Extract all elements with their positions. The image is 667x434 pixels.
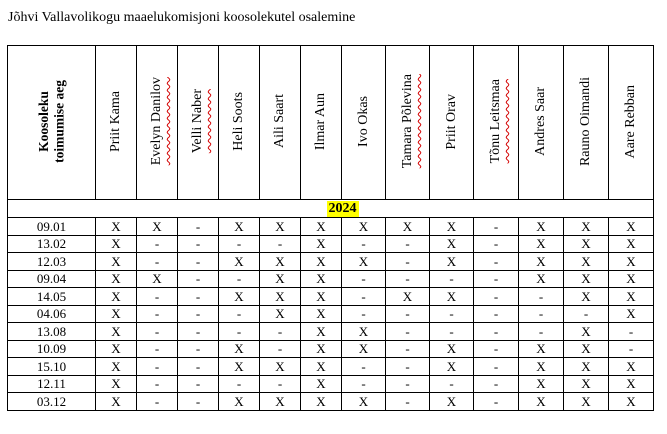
attendance-mark: X	[430, 358, 474, 376]
meeting-date-header-line2: toimumise aeg	[51, 80, 67, 163]
attendance-mark: X	[564, 218, 609, 236]
member-name: Priit Kama	[108, 90, 123, 153]
attendance-mark: X	[519, 253, 564, 271]
attendance-mark: X	[260, 288, 301, 306]
member-name: Priit Orav	[443, 93, 459, 150]
meeting-row	[8, 323, 654, 341]
meeting-date: 13.08	[8, 323, 96, 341]
attendance-mark: X	[609, 393, 654, 411]
attendance-mark: X	[342, 340, 386, 358]
member-name: Evelyn Danilov	[149, 77, 164, 166]
attendance-mark: -	[474, 375, 519, 393]
attendance-mark: X	[519, 270, 564, 288]
attendance-mark: -	[137, 288, 178, 306]
attendance-mark: X	[260, 218, 301, 236]
attendance-mark: X	[301, 253, 342, 271]
attendance-mark: -	[386, 235, 430, 253]
attendance-mark: -	[260, 323, 301, 341]
meeting-date: 03.12	[8, 393, 96, 411]
meeting-date: 09.01	[8, 218, 96, 236]
attendance-mark: -	[474, 253, 519, 271]
attendance-mark: X	[301, 235, 342, 253]
attendance-mark: X	[137, 270, 178, 288]
attendance-mark: X	[96, 393, 137, 411]
attendance-mark: X	[219, 288, 260, 306]
attendance-mark: X	[564, 340, 609, 358]
attendance-mark: -	[178, 323, 219, 341]
attendance-mark: X	[519, 235, 564, 253]
attendance-mark: X	[301, 270, 342, 288]
attendance-mark: -	[564, 305, 609, 323]
attendance-mark: X	[96, 305, 137, 323]
attendance-mark: -	[474, 340, 519, 358]
attendance-mark: X	[342, 393, 386, 411]
attendance-mark: X	[342, 323, 386, 341]
meeting-date: 04.06	[8, 305, 96, 323]
member-header	[609, 46, 654, 200]
attendance-mark: X	[609, 218, 654, 236]
attendance-mark: X	[301, 358, 342, 376]
attendance-mark: X	[519, 393, 564, 411]
attendance-mark: -	[137, 253, 178, 271]
attendance-mark: X	[609, 375, 654, 393]
attendance-mark: X	[564, 270, 609, 288]
attendance-mark: -	[342, 358, 386, 376]
attendance-mark: -	[474, 218, 519, 236]
attendance-mark: X	[301, 393, 342, 411]
attendance-mark: -	[430, 270, 474, 288]
attendance-mark: X	[430, 340, 474, 358]
member-name: Tamara Põlevina	[399, 74, 415, 169]
meeting-date: 14.05	[8, 288, 96, 306]
attendance-mark: X	[564, 358, 609, 376]
attendance-mark: X	[430, 288, 474, 306]
attendance-mark: X	[609, 253, 654, 271]
member-header	[564, 46, 609, 200]
meeting-date: 12.11	[8, 375, 96, 393]
attendance-mark: X	[137, 218, 178, 236]
attendance-mark: X	[96, 358, 137, 376]
attendance-mark: X	[609, 235, 654, 253]
attendance-mark: X	[430, 218, 474, 236]
attendance-mark: -	[178, 305, 219, 323]
attendance-mark: X	[519, 358, 564, 376]
header-row	[8, 46, 654, 200]
attendance-mark: X	[342, 218, 386, 236]
attendance-mark: -	[519, 288, 564, 306]
attendance-mark: X	[430, 235, 474, 253]
attendance-mark: -	[178, 218, 219, 236]
attendance-mark: X	[260, 358, 301, 376]
attendance-mark: X	[96, 235, 137, 253]
attendance-mark: X	[96, 288, 137, 306]
attendance-mark: -	[386, 375, 430, 393]
attendance-mark: -	[178, 235, 219, 253]
member-name: Andres Saar	[533, 87, 548, 156]
attendance-mark: -	[342, 375, 386, 393]
meeting-date: 15.10	[8, 358, 96, 376]
document-title: Jõhvi Vallavolikogu maaelukomisjoni koosolekutel osalemine	[8, 10, 356, 25]
attendance-mark: X	[564, 235, 609, 253]
attendance-mark: -	[219, 305, 260, 323]
meeting-date: 12.03	[8, 253, 96, 271]
attendance-mark: X	[219, 393, 260, 411]
attendance-mark: X	[301, 375, 342, 393]
member-name: Aare Rebban	[623, 84, 638, 159]
attendance-mark: X	[519, 218, 564, 236]
attendance-mark: X	[260, 270, 301, 288]
member-name: Aili Saart	[272, 94, 287, 149]
attendance-mark: -	[137, 323, 178, 341]
meeting-date: 10.09	[8, 340, 96, 358]
attendance-mark: X	[301, 218, 342, 236]
meeting-row	[8, 253, 654, 271]
member-header	[96, 46, 137, 200]
member-header	[301, 46, 342, 200]
meeting-date-header	[8, 46, 96, 200]
meeting-row	[8, 375, 654, 393]
member-header	[342, 46, 386, 200]
attendance-mark: -	[137, 340, 178, 358]
attendance-mark: -	[474, 358, 519, 376]
meeting-row	[8, 340, 654, 358]
attendance-mark: X	[342, 253, 386, 271]
attendance-mark: X	[609, 358, 654, 376]
attendance-mark: -	[178, 253, 219, 271]
attendance-mark: X	[301, 288, 342, 306]
attendance-mark: X	[96, 270, 137, 288]
member-name: Tõnu Leitsmaa	[488, 79, 503, 164]
member-header	[260, 46, 301, 200]
attendance-mark: -	[386, 340, 430, 358]
attendance-mark: X	[609, 288, 654, 306]
attendance-mark: -	[260, 340, 301, 358]
attendance-mark: -	[342, 270, 386, 288]
attendance-mark: X	[301, 305, 342, 323]
attendance-mark: X	[96, 253, 137, 271]
member-name: Velli Naber	[190, 89, 205, 154]
attendance-mark: X	[564, 253, 609, 271]
member-name: Heli Soots	[231, 92, 246, 151]
attendance-mark: -	[474, 270, 519, 288]
attendance-mark: X	[260, 393, 301, 411]
attendance-mark: X	[564, 375, 609, 393]
attendance-mark: X	[260, 253, 301, 271]
attendance-mark: X	[519, 375, 564, 393]
attendance-mark: -	[386, 393, 430, 411]
attendance-mark: -	[386, 270, 430, 288]
attendance-mark: X	[564, 393, 609, 411]
attendance-mark: -	[178, 288, 219, 306]
attendance-mark: -	[430, 305, 474, 323]
attendance-mark: X	[301, 340, 342, 358]
member-header	[219, 46, 260, 200]
year-label: 2024	[328, 200, 357, 216]
meeting-row	[8, 235, 654, 253]
year-row	[8, 200, 654, 218]
attendance-mark: X	[96, 218, 137, 236]
attendance-mark: X	[609, 305, 654, 323]
attendance-mark: -	[342, 235, 386, 253]
attendance-mark: -	[519, 305, 564, 323]
meeting-row	[8, 393, 654, 411]
attendance-mark: -	[386, 358, 430, 376]
year-cell	[8, 200, 654, 218]
attendance-mark: X	[219, 358, 260, 376]
meeting-row	[8, 358, 654, 376]
attendance-mark: -	[474, 305, 519, 323]
meeting-row	[8, 305, 654, 323]
attendance-mark: X	[219, 253, 260, 271]
attendance-mark: -	[386, 305, 430, 323]
attendance-mark: -	[430, 375, 474, 393]
attendance-mark: X	[564, 288, 609, 306]
attendance-mark: -	[219, 375, 260, 393]
attendance-mark: -	[178, 270, 219, 288]
attendance-mark: -	[219, 323, 260, 341]
attendance-mark: -	[137, 375, 178, 393]
attendance-mark: -	[137, 235, 178, 253]
attendance-mark: X	[386, 288, 430, 306]
attendance-mark: -	[137, 358, 178, 376]
attendance-mark: -	[137, 393, 178, 411]
attendance-mark: -	[342, 288, 386, 306]
meeting-date: 09.04	[8, 270, 96, 288]
attendance-mark: X	[301, 323, 342, 341]
attendance-mark: X	[96, 323, 137, 341]
attendance-mark: X	[219, 340, 260, 358]
attendance-table	[7, 45, 654, 411]
attendance-mark: X	[386, 218, 430, 236]
attendance-mark: -	[178, 340, 219, 358]
attendance-mark: -	[609, 340, 654, 358]
attendance-mark: X	[96, 340, 137, 358]
member-header	[474, 46, 519, 200]
attendance-mark: X	[96, 375, 137, 393]
attendance-mark: X	[564, 323, 609, 341]
attendance-mark: X	[260, 305, 301, 323]
attendance-mark: -	[474, 288, 519, 306]
attendance-mark: X	[519, 340, 564, 358]
attendance-mark: X	[219, 218, 260, 236]
attendance-mark: -	[519, 323, 564, 341]
attendance-mark: X	[430, 253, 474, 271]
attendance-mark: -	[219, 235, 260, 253]
member-name: Ilmar Aun	[313, 92, 328, 151]
member-header	[137, 46, 178, 200]
attendance-mark: -	[386, 253, 430, 271]
attendance-mark: -	[178, 358, 219, 376]
attendance-mark: -	[430, 323, 474, 341]
member-header	[178, 46, 219, 200]
meeting-row	[8, 288, 654, 306]
attendance-mark: -	[609, 323, 654, 341]
attendance-mark: -	[474, 393, 519, 411]
member-header	[519, 46, 564, 200]
member-header	[430, 46, 474, 200]
attendance-mark: -	[260, 375, 301, 393]
member-name: Rauno Oimandi	[578, 76, 593, 167]
member-name: Ivo Okas	[355, 96, 371, 147]
attendance-mark: -	[386, 323, 430, 341]
attendance-mark: -	[260, 235, 301, 253]
attendance-mark: -	[219, 270, 260, 288]
attendance-mark: -	[474, 323, 519, 341]
attendance-mark: -	[178, 393, 219, 411]
attendance-mark: X	[609, 270, 654, 288]
meeting-row	[8, 218, 654, 236]
meeting-date-header-line1: Koosoleku	[35, 91, 51, 152]
meeting-row	[8, 270, 654, 288]
attendance-mark: -	[342, 305, 386, 323]
attendance-mark: -	[474, 235, 519, 253]
attendance-mark: X	[430, 393, 474, 411]
meeting-date: 13.02	[8, 235, 96, 253]
member-header	[386, 46, 430, 200]
attendance-mark: -	[178, 375, 219, 393]
attendance-mark: -	[137, 305, 178, 323]
